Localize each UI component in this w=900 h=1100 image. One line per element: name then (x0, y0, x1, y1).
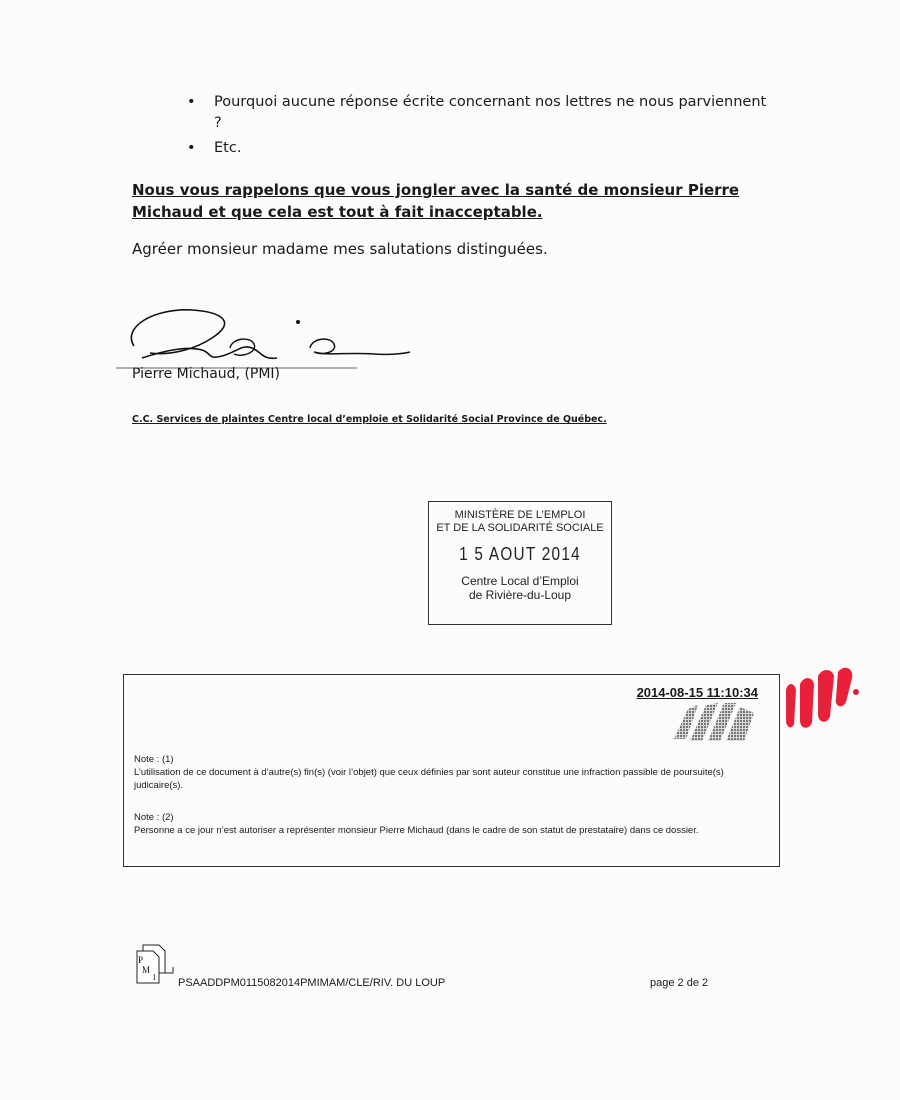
bullet-item (187, 92, 767, 134)
closing-salutation: Agréer monsieur madame mes salutations distinguées. (132, 240, 548, 258)
stamp-ministry-line: ET DE LA SOLIDARITÉ SOCIALE (436, 522, 604, 534)
bullet-icon: • (187, 94, 196, 110)
signer-name: Pierre Michaud, (PMI) (132, 366, 281, 382)
bullet-icon: • (187, 140, 196, 156)
note-label: Note : (1) (134, 754, 174, 765)
note-1 (134, 753, 774, 792)
icon-letter-m: M (142, 965, 151, 975)
stamp-ministry-line: MINISTÈRE DE L’EMPLOI (454, 509, 586, 521)
page-number: page 2 de 2 (650, 977, 709, 989)
document-stack-icon (133, 943, 177, 987)
stamp-office-line: Centre Local d’Emploi (461, 574, 579, 588)
timestamp: 2014-08-15 11:10:34 (636, 685, 758, 700)
stamp-date: 1 5 AOUT 2014 (459, 544, 581, 564)
red-marker-scribble-icon (782, 662, 862, 734)
bullet-text: Pourquoi aucune réponse écrite concernant nos lettres ne nous parviennent ? (214, 94, 767, 131)
footer-reference: PSAADDPM0115082014PMIMAM/CLE/RIV. DU LOUP (178, 977, 446, 989)
scribble-mark-icon (668, 699, 760, 745)
bullet-text: Etc. (214, 140, 242, 156)
bullet-item (187, 138, 767, 159)
note-label: Note : (2) (134, 812, 174, 823)
note-2 (134, 811, 774, 837)
notes-box (123, 674, 780, 867)
warning-paragraph: Nous vous rappelons que vous jongler avec la santé de monsieur Pierre Michaud et que cela est tout à fait inacceptable. (132, 181, 740, 221)
stamp-office-line: de Rivière-du-Loup (468, 588, 572, 602)
icon-letter-p: P (138, 955, 144, 965)
note-text: Personne a ce jour n’est autoriser a représenter monsieur Pierre Michaud (dans le cadre de son statut de prestataire) dans ce dossier. (134, 825, 699, 836)
icon-letter-i: I (153, 973, 156, 982)
note-text: L’utilisation de ce document à d’autre(s) fin(s) (voir l’objet) que ceux définies par sont auteur constitue une infraction passible de poursuite(s) judicaire(s). (134, 767, 724, 791)
cc-line: C.C. Services de plaintes Centre local d’emploie et Solidarité Social Province de Québec. (132, 414, 607, 425)
reception-stamp (428, 501, 612, 625)
bullet-list (187, 92, 767, 159)
